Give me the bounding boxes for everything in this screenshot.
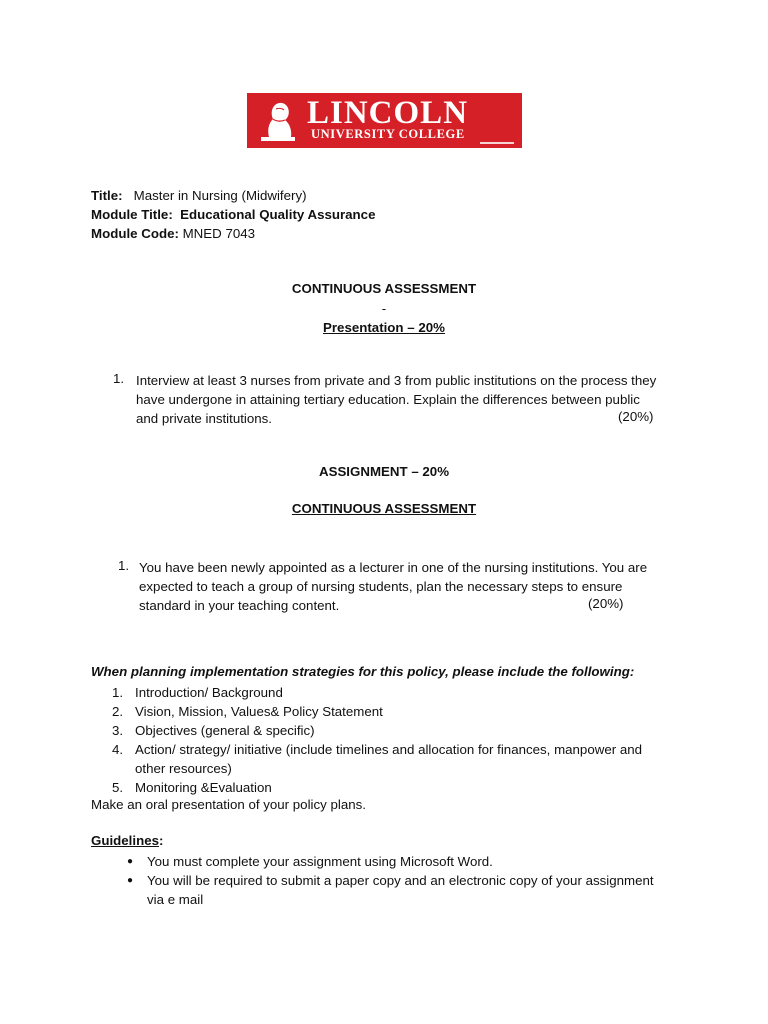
title-label: Title: [91,188,123,203]
assignment-line-2: expected to teach a group of nursing students, plan the necessary steps to ensure [139,579,623,594]
list-number: 4. [112,742,124,757]
planning-intro: When planning implementation strategies for this policy, please include the following: [91,664,635,679]
logo-tagline-mark [480,142,514,144]
dash-separator: - [381,301,387,316]
presentation-line-2: have undergone in attaining tertiary education. Explain the differences between public [136,392,640,407]
presentation-item-text [136,371,696,428]
module-code-label: Module Code: [91,226,179,241]
presentation-line-1: Interview at least 3 nurses from private and 3 from public institutions on the process they [136,373,657,388]
planning-list [91,683,731,797]
guidelines-list [91,852,731,909]
guidelines-heading [91,833,163,848]
module-title-label: Module Title: [91,207,173,222]
bullet-text: You will be required to submit a paper copy and an electronic copy of your assignment [147,873,654,888]
presentation-heading: Presentation – 20% [323,320,445,335]
list-item [91,683,731,702]
bullet-item [91,871,731,890]
list-item-continuation [91,759,731,778]
list-text: Objectives (general & specific) [135,723,315,738]
module-title-value: Educational Quality Assurance [180,207,376,222]
list-number: 3. [112,723,124,738]
bullet-icon: ● [127,856,134,867]
list-number: 1. [112,685,124,700]
list-text: other resources) [135,761,232,776]
list-item [91,702,731,721]
logo-name: LINCOLN [307,95,469,131]
planning-closing: Make an oral presentation of your policy plans. [91,797,366,812]
list-text: Action/ strategy/ initiative (include timelines and allocation for finances, manpower and [135,742,643,757]
list-item [91,740,731,759]
list-text: Monitoring &Evaluation [135,780,272,795]
assignment-line-1: You have been newly appointed as a lecturer in one of the nursing institutions. You are [139,560,648,575]
bullet-continuation [91,890,731,909]
bullet-icon: ● [127,875,134,886]
bust-emblem-icon [255,97,301,143]
continuous-assessment-heading: CONTINUOUS ASSESSMENT [291,281,477,296]
presentation-line-3: and private institutions. [136,411,273,426]
university-logo [247,93,522,148]
module-code-value: MNED 7043 [182,226,256,241]
list-item [91,778,731,797]
list-number: 2. [112,704,124,719]
presentation-weight: (20%) [618,409,654,424]
title-row [91,186,375,205]
list-number: 5. [112,780,124,795]
assignment-line-3: standard in your teaching content. [139,598,340,613]
module-code-row [91,224,375,243]
bullet-item [91,852,731,871]
guidelines-heading-text: Guidelines [91,833,159,848]
presentation-item-number: 1. [113,371,125,386]
logo-subtitle: UNIVERSITY COLLEGE [311,127,465,141]
bullet-text: You must complete your assignment using Microsoft Word. [147,854,493,869]
assignment-weight: (20%) [588,596,624,611]
continuous-assessment-subheading: CONTINUOUS ASSESSMENT [291,501,477,516]
list-text: Introduction/ Background [135,685,283,700]
list-text: Vision, Mission, Values& Policy Statement [135,704,383,719]
list-item [91,721,731,740]
guidelines-colon: : [158,833,164,848]
assignment-heading: ASSIGNMENT – 20% [318,464,450,479]
assignment-item-number: 1. [118,558,130,573]
bullet-text: via e mail [147,892,204,907]
title-value: Master in Nursing (Midwifery) [133,188,307,203]
module-info [91,186,375,243]
module-title-row [91,205,375,224]
